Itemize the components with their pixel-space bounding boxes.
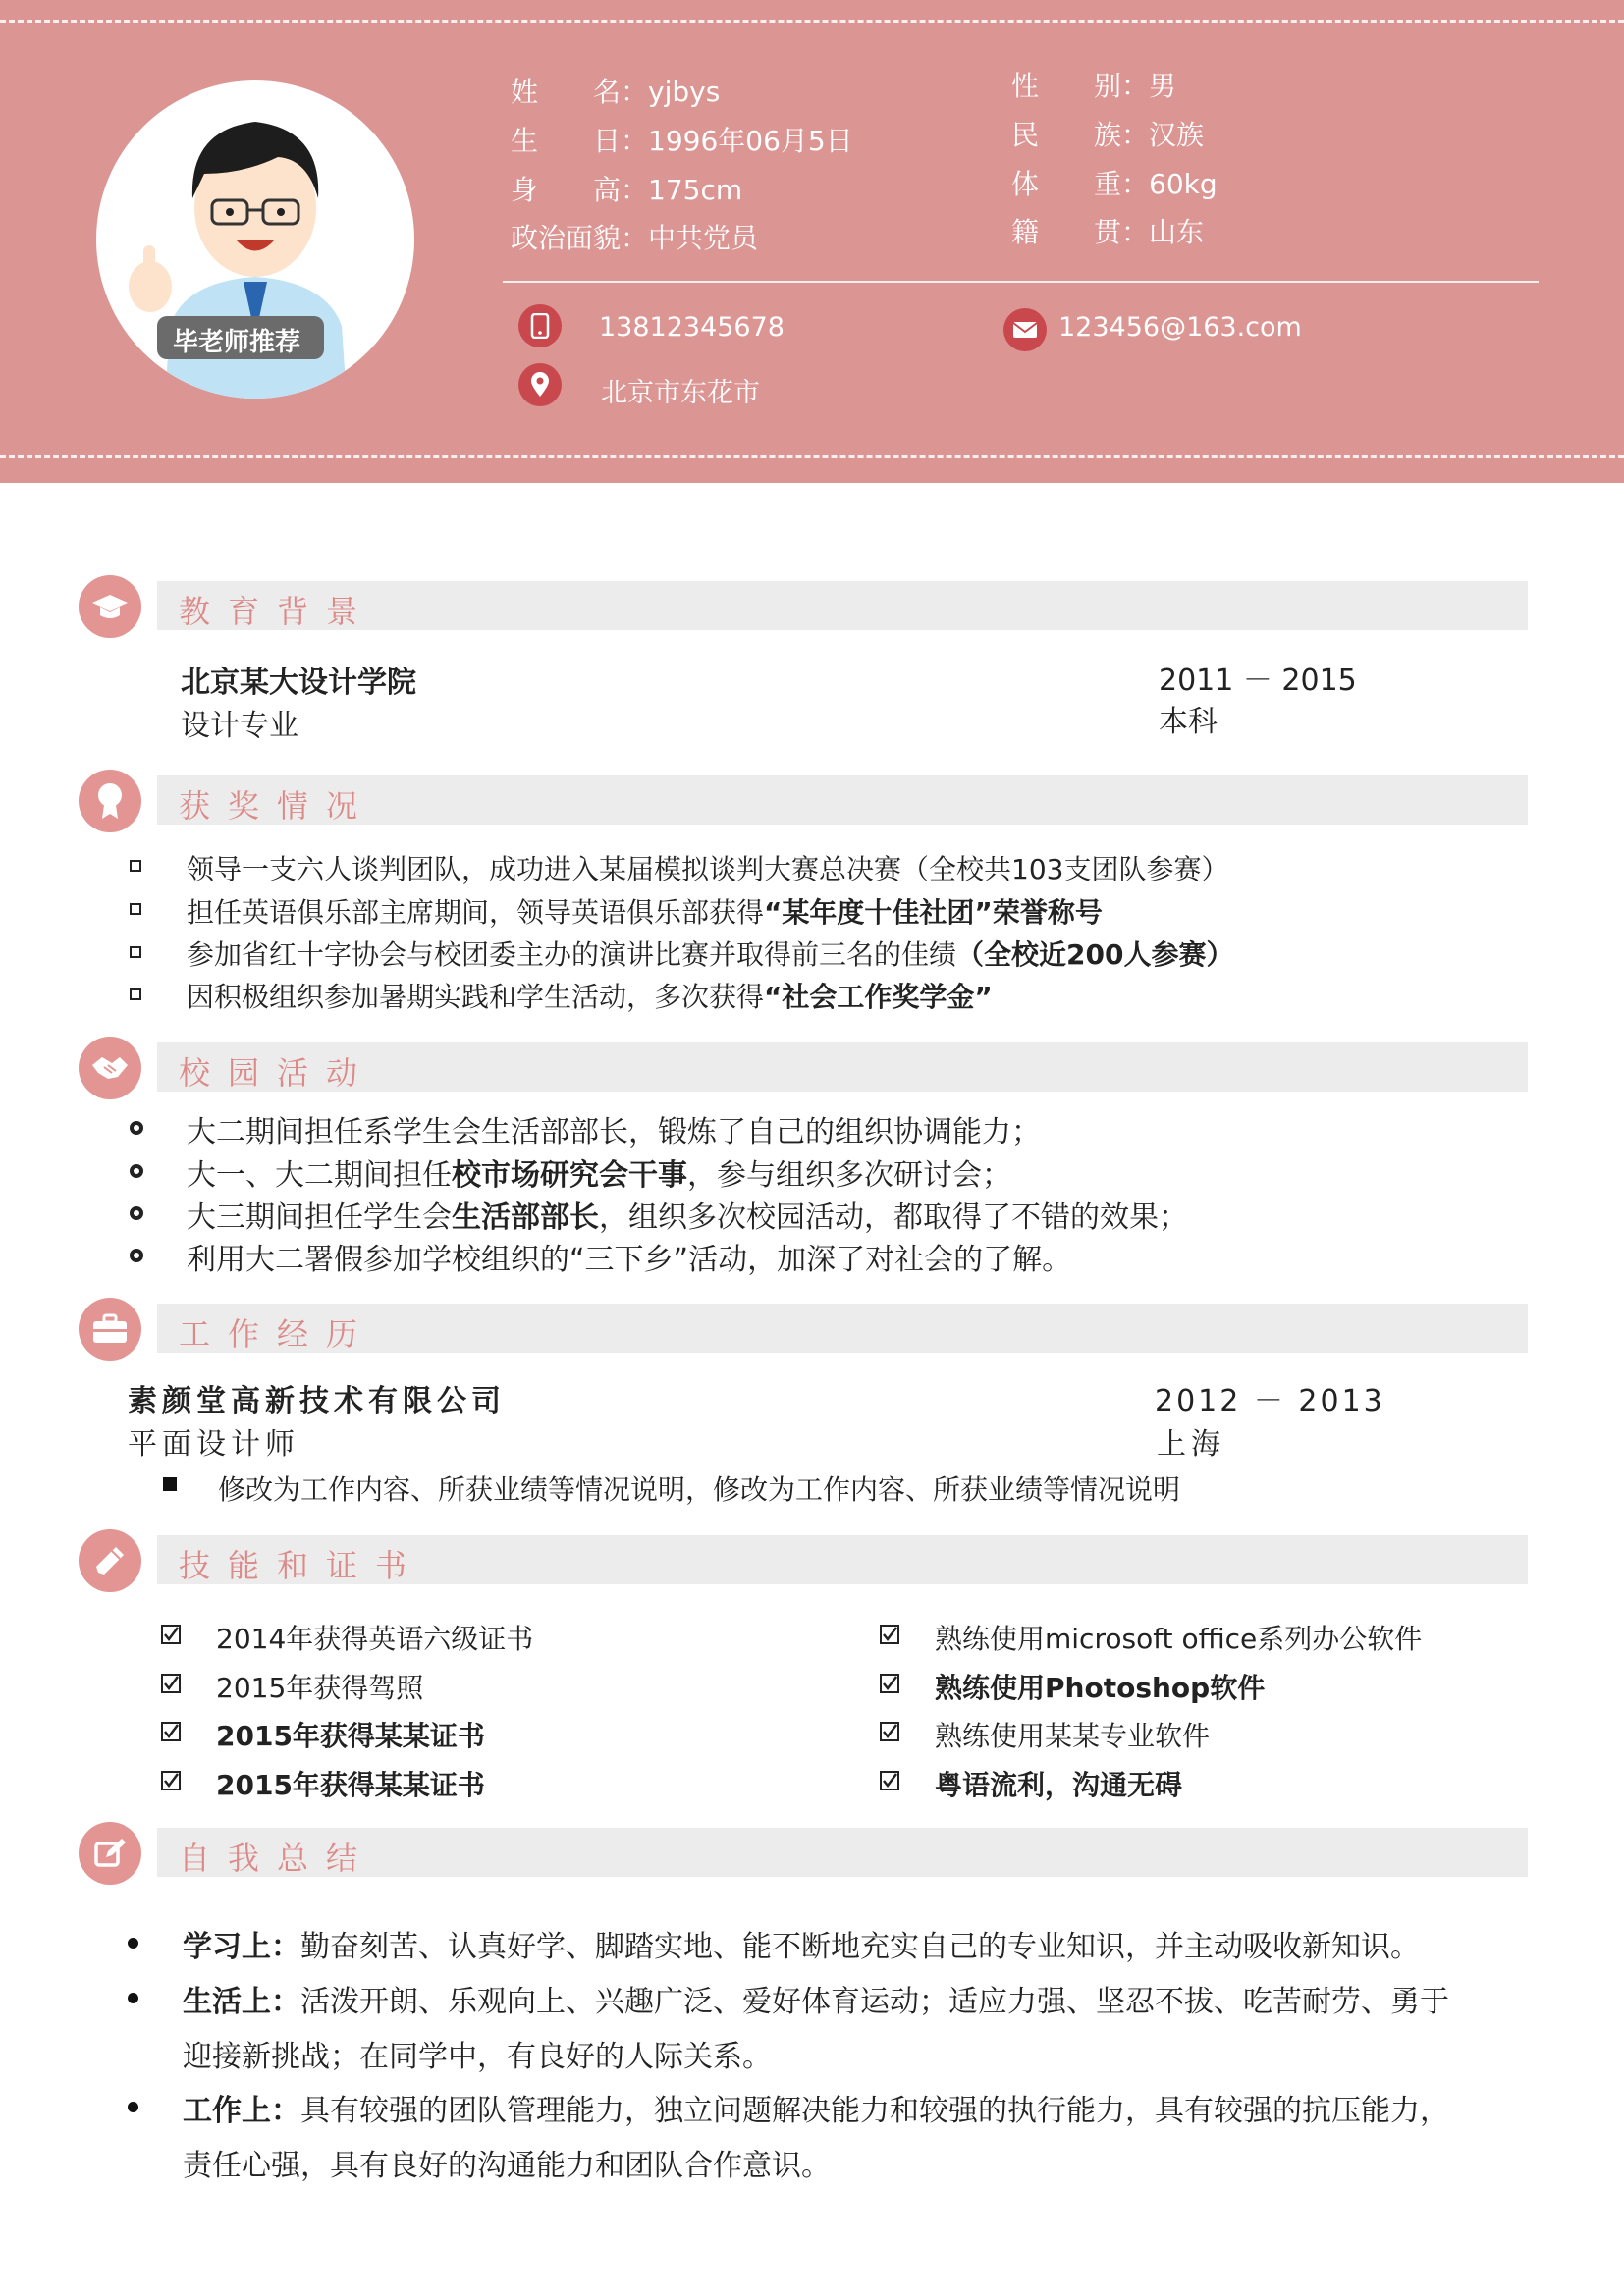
summary-item-continued: 责任心强，具有良好的沟通能力和团队合作意识。 bbox=[183, 2149, 831, 2183]
work-city: 上海 bbox=[1157, 1427, 1225, 1462]
major: 设计专业 bbox=[181, 709, 298, 743]
email-address[interactable]: 123456@163.com bbox=[1058, 312, 1302, 343]
bullet-square bbox=[130, 860, 141, 872]
awards-title: 获奖情况 bbox=[179, 787, 376, 825]
summary-item: 生活上：活泼开朗、乐观向上、兴趣广泛、爱好体育运动；适应力强、坚忍不拔、吃苦耐劳、勇于 bbox=[183, 1985, 1449, 2019]
header-banner bbox=[0, 0, 1624, 483]
award-item: 领导一支六人谈判团队，成功进入某届模拟谈判大赛总决赛（全校共103支团队参赛） bbox=[187, 853, 1229, 885]
bullet-ring bbox=[130, 1206, 143, 1220]
skill-item: 2015年获得某某证书 bbox=[216, 1720, 485, 1752]
header-divider bbox=[503, 281, 1539, 283]
field-hometown: 籍 贯：山东 bbox=[1011, 216, 1205, 248]
location-icon bbox=[518, 363, 562, 406]
award-item: 参加省红十字协会与校团委主办的演讲比赛并取得前三名的佳绩（全校近200人参赛） bbox=[187, 938, 1234, 971]
education-title: 教育背景 bbox=[179, 593, 376, 630]
avatar bbox=[96, 80, 414, 399]
award-item: 因积极组织参加暑期实践和学生活动，多次获得“社会工作奖学金” bbox=[187, 981, 993, 1013]
bullet-ring bbox=[130, 1249, 143, 1262]
skill-item: 粤语流利，沟通无碍 bbox=[935, 1769, 1183, 1801]
job-position: 平面设计师 bbox=[128, 1427, 299, 1462]
field-weight: 体 重：60kg bbox=[1011, 168, 1218, 200]
phone-number[interactable]: 13812345678 bbox=[599, 312, 785, 343]
checkbox-checked-icon bbox=[161, 1722, 181, 1741]
checkbox-checked-icon bbox=[880, 1674, 899, 1693]
graduation-cap-icon bbox=[79, 575, 141, 638]
skill-item: 熟练使用某某专业软件 bbox=[935, 1720, 1211, 1752]
summary-title: 自我总结 bbox=[179, 1840, 376, 1877]
bullet-square bbox=[130, 903, 141, 915]
education-years: 2011 － 2015 bbox=[1159, 664, 1357, 698]
pencil-icon bbox=[79, 1529, 141, 1592]
award-item: 担任英语俱乐部主席期间，领导英语俱乐部获得“某年度十佳社团”荣誉称号 bbox=[187, 896, 1103, 929]
campus-item: 利用大二署假参加学校组织的“三下乡”活动，加深了对社会的了解。 bbox=[187, 1243, 1072, 1277]
checkbox-checked-icon bbox=[161, 1674, 181, 1693]
campus-item: 大三期间担任学生会生活部部长，组织多次校园活动，都取得了不错的效果； bbox=[187, 1201, 1188, 1235]
checkbox-checked-icon bbox=[161, 1771, 181, 1790]
field-birthday: 生 日：1996年06月5日 bbox=[511, 125, 853, 157]
field-ethnicity: 民 族：汉族 bbox=[1011, 119, 1205, 151]
home-address: 北京市东花市 bbox=[601, 378, 760, 408]
bullet-dot bbox=[128, 1938, 138, 1949]
skill-item: 2014年获得英语六级证书 bbox=[216, 1623, 534, 1655]
campus-item: 大一、大二期间担任校市场研究会干事，参与组织多次研讨会； bbox=[187, 1158, 1011, 1193]
summary-item-continued: 迎接新挑战；在同学中，有良好的人际关系。 bbox=[183, 2040, 772, 2074]
company-name: 素颜堂高新技术有限公司 bbox=[128, 1384, 506, 1418]
edit-note-icon bbox=[79, 1822, 141, 1885]
skill-item: 熟练使用microsoft office系列办公软件 bbox=[935, 1623, 1423, 1655]
phone-icon bbox=[518, 304, 562, 347]
work-years: 2012 － 2013 bbox=[1155, 1384, 1385, 1418]
skill-item: 熟练使用Photoshop软件 bbox=[935, 1672, 1266, 1704]
field-name: 姓 名：yjbys bbox=[511, 76, 721, 108]
checkbox-checked-icon bbox=[880, 1722, 899, 1741]
header-dashed-line-top bbox=[0, 20, 1624, 23]
bullet-filled-square bbox=[163, 1477, 177, 1491]
skill-item: 2015年获得某某证书 bbox=[216, 1769, 485, 1801]
checkbox-checked-icon bbox=[880, 1771, 899, 1790]
bullet-ring bbox=[130, 1121, 143, 1135]
campus-item: 大二期间担任系学生会生活部部长，锻炼了自己的组织协调能力； bbox=[187, 1115, 1041, 1149]
bullet-dot bbox=[128, 2102, 138, 2112]
school-name: 北京某大设计学院 bbox=[181, 666, 416, 700]
skills-title: 技能和证书 bbox=[179, 1547, 425, 1584]
field-height: 身 高：175cm bbox=[511, 174, 743, 206]
work-detail: 修改为工作内容、所获业绩等情况说明，修改为工作内容、所获业绩等情况说明 bbox=[218, 1473, 1181, 1506]
bullet-dot bbox=[128, 1993, 138, 2003]
avatar-badge: 毕老师推荐 bbox=[173, 328, 301, 357]
summary-item: 工作上：具有较强的团队管理能力，独立问题解决能力和较强的执行能力，具有较强的抗压能力， bbox=[183, 2094, 1449, 2128]
header-dashed-line-bottom bbox=[0, 455, 1624, 458]
field-politics: 政治面貌：中共党员 bbox=[511, 222, 759, 254]
checkbox-checked-icon bbox=[161, 1625, 181, 1644]
email-icon bbox=[1003, 308, 1047, 351]
medal-icon bbox=[79, 770, 141, 832]
bullet-square bbox=[130, 946, 141, 958]
checkbox-checked-icon bbox=[880, 1625, 899, 1644]
bullet-ring bbox=[130, 1164, 143, 1178]
degree: 本科 bbox=[1159, 705, 1218, 739]
campus-title: 校园活动 bbox=[179, 1054, 376, 1092]
handshake-icon bbox=[79, 1037, 141, 1099]
skill-item: 2015年获得驾照 bbox=[216, 1672, 424, 1704]
work-title: 工作经历 bbox=[179, 1315, 376, 1353]
briefcase-icon bbox=[79, 1298, 141, 1361]
field-gender: 性 别：男 bbox=[1011, 70, 1177, 102]
summary-item: 学习上：勤奋刻苦、认真好学、脚踏实地、能不断地充实自己的专业知识，并主动吸收新知识。 bbox=[183, 1930, 1420, 1964]
bullet-square bbox=[130, 988, 141, 1000]
